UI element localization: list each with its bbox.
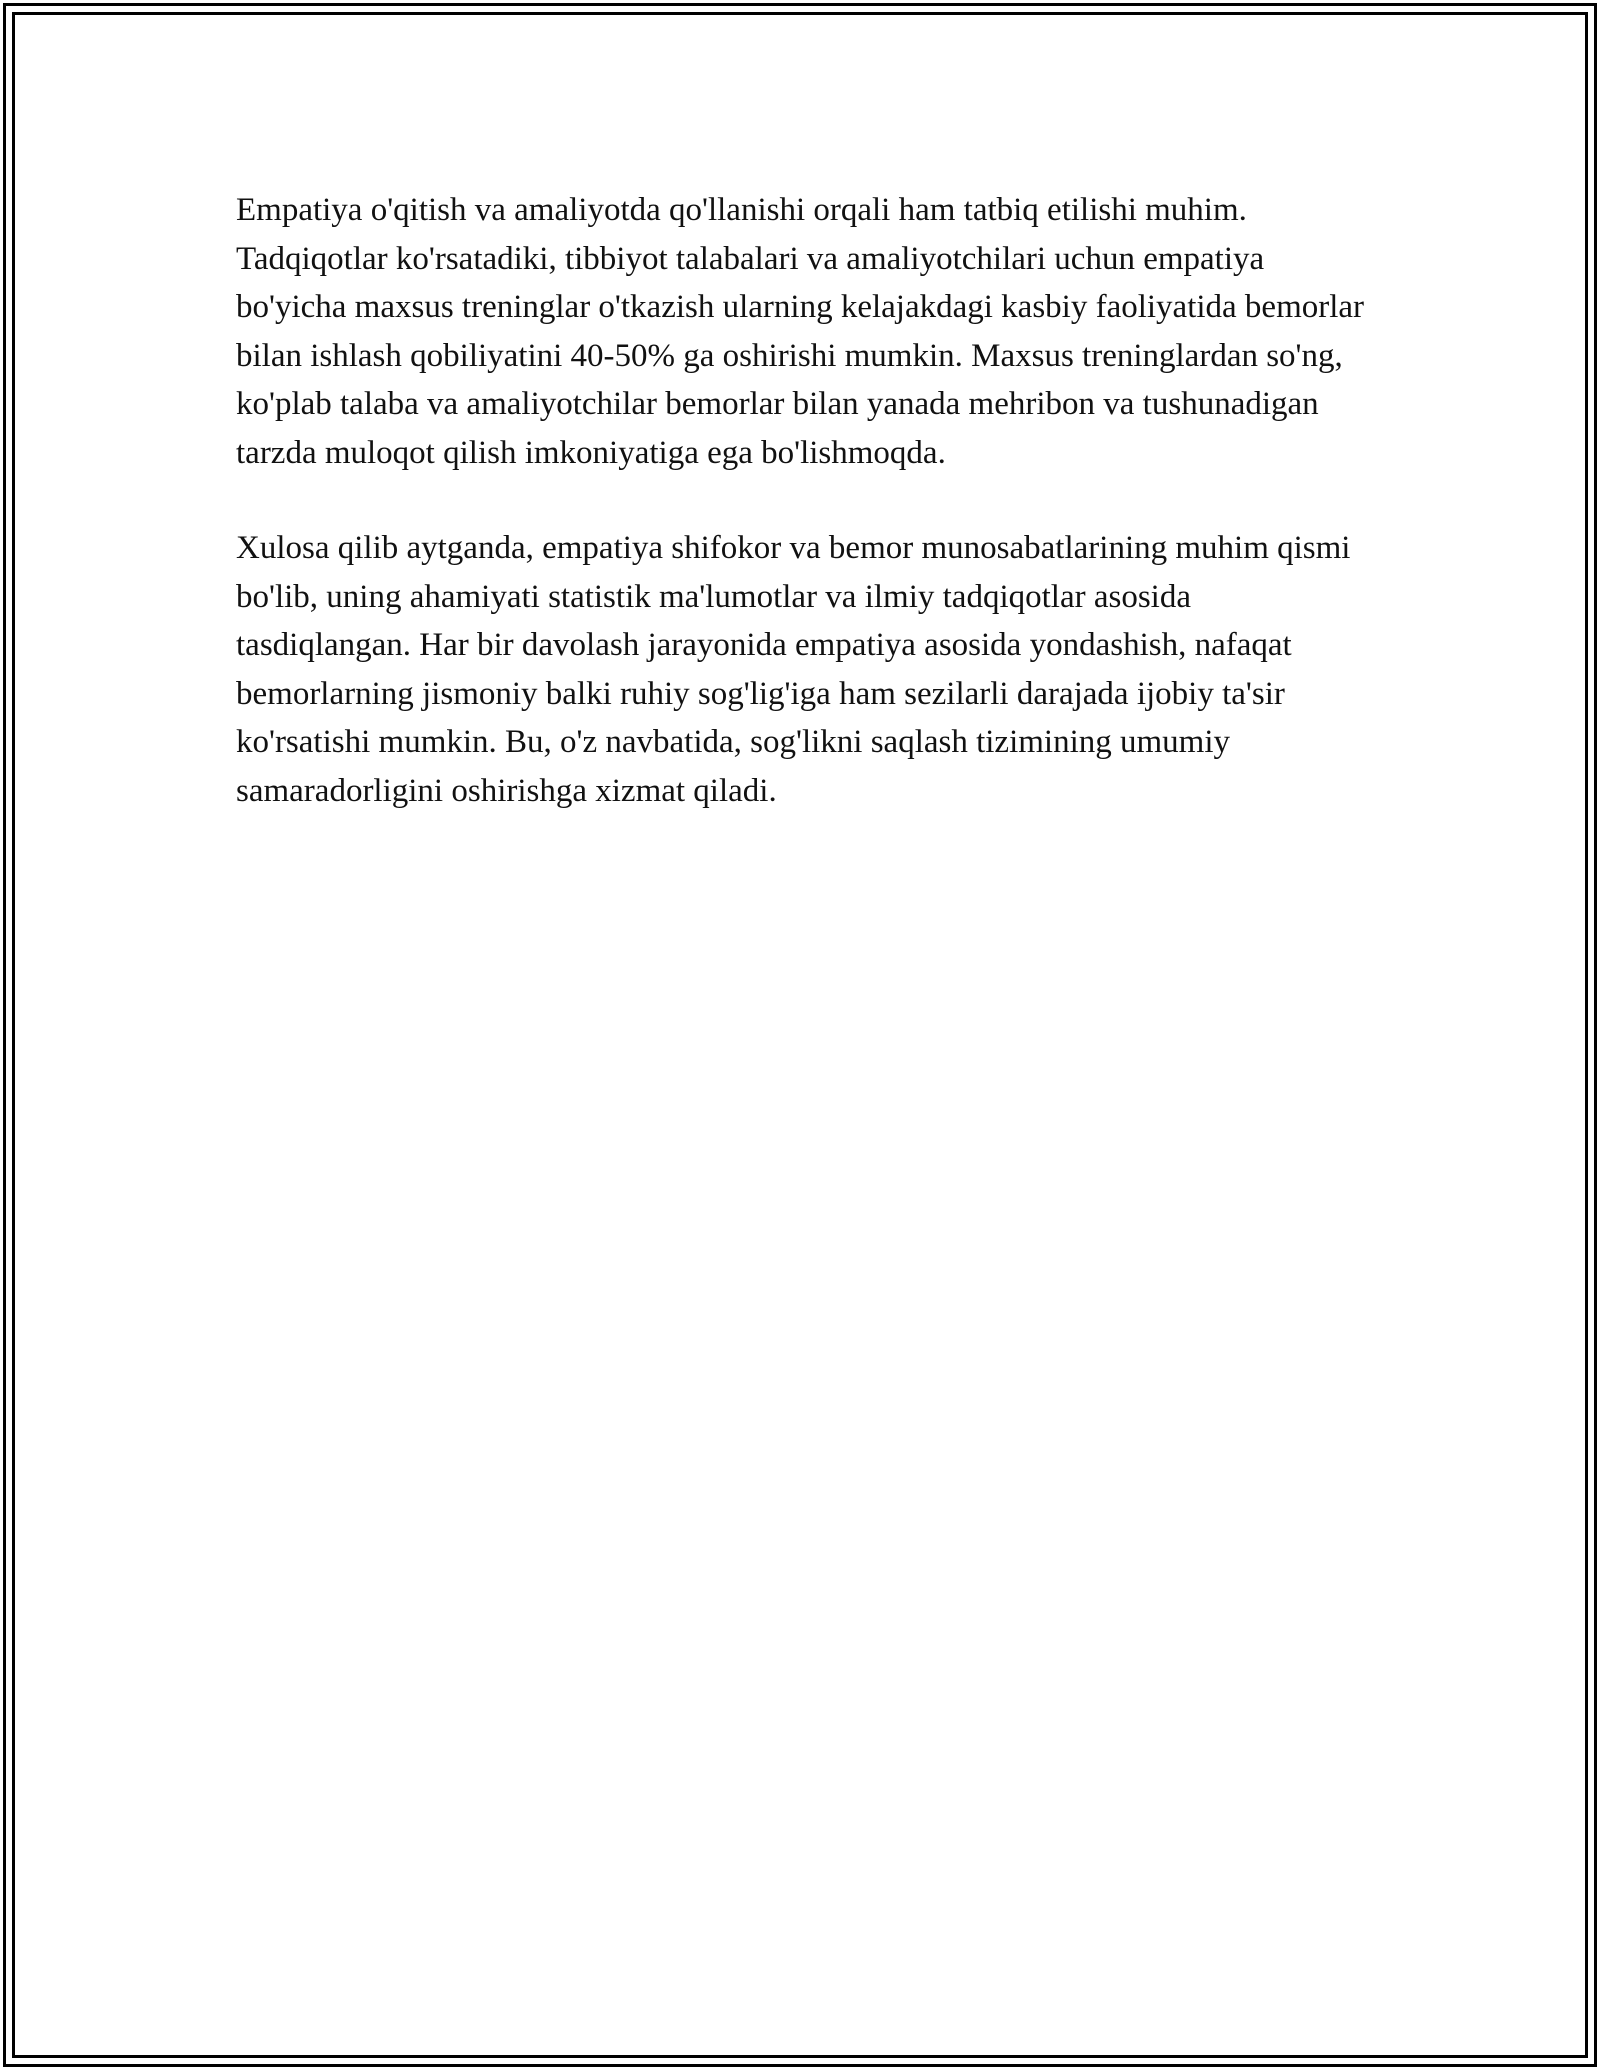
- paragraph-empathy-training: Empatiya o'qitish va amaliyotda qo'llanishi orqali ham tatbiq etilishi muhim. Tadqiqotlar ko'rsatadiki, tibbiyot talabalari va amaliyotchilari uchun empatiya bo'yicha maxsus treninglar o'tkazish ularning kelajakdagi kasbiy faoliyatida bemorlar bilan ishlash qobiliyatini 40-50% ga oshirishi mumkin. Maxsus treninglardan so'ng, ko'plab talaba va amaliyotchilar bemorlar bilan yanada mehribon va tushunadigan tarzda muloqot qilish imkoniyatiga ega bo'lishmoqda.: [236, 192, 1365, 471]
- document-body: [236, 186, 1366, 815]
- paragraph-conclusion: Xulosa qilib aytganda, empatiya shifokor va bemor munosabatlarining muhim qismi bo'lib, uning ahamiyati statistik ma'lumotlar va ilmiy tadqiqotlar asosida tasdiqlangan. Har bir davolash jarayonida empatiya asosida yondashish, nafaqat bemorlarning jismoniy balki ruhiy sog'lig'iga ham sezilarli darajada ijobiy ta'sir ko'rsatishi mumkin. Bu, o'z navbatida, sog'likni saqlash tizimining umumiy samaradorligini oshirishga xizmat qiladi.: [236, 530, 1351, 809]
